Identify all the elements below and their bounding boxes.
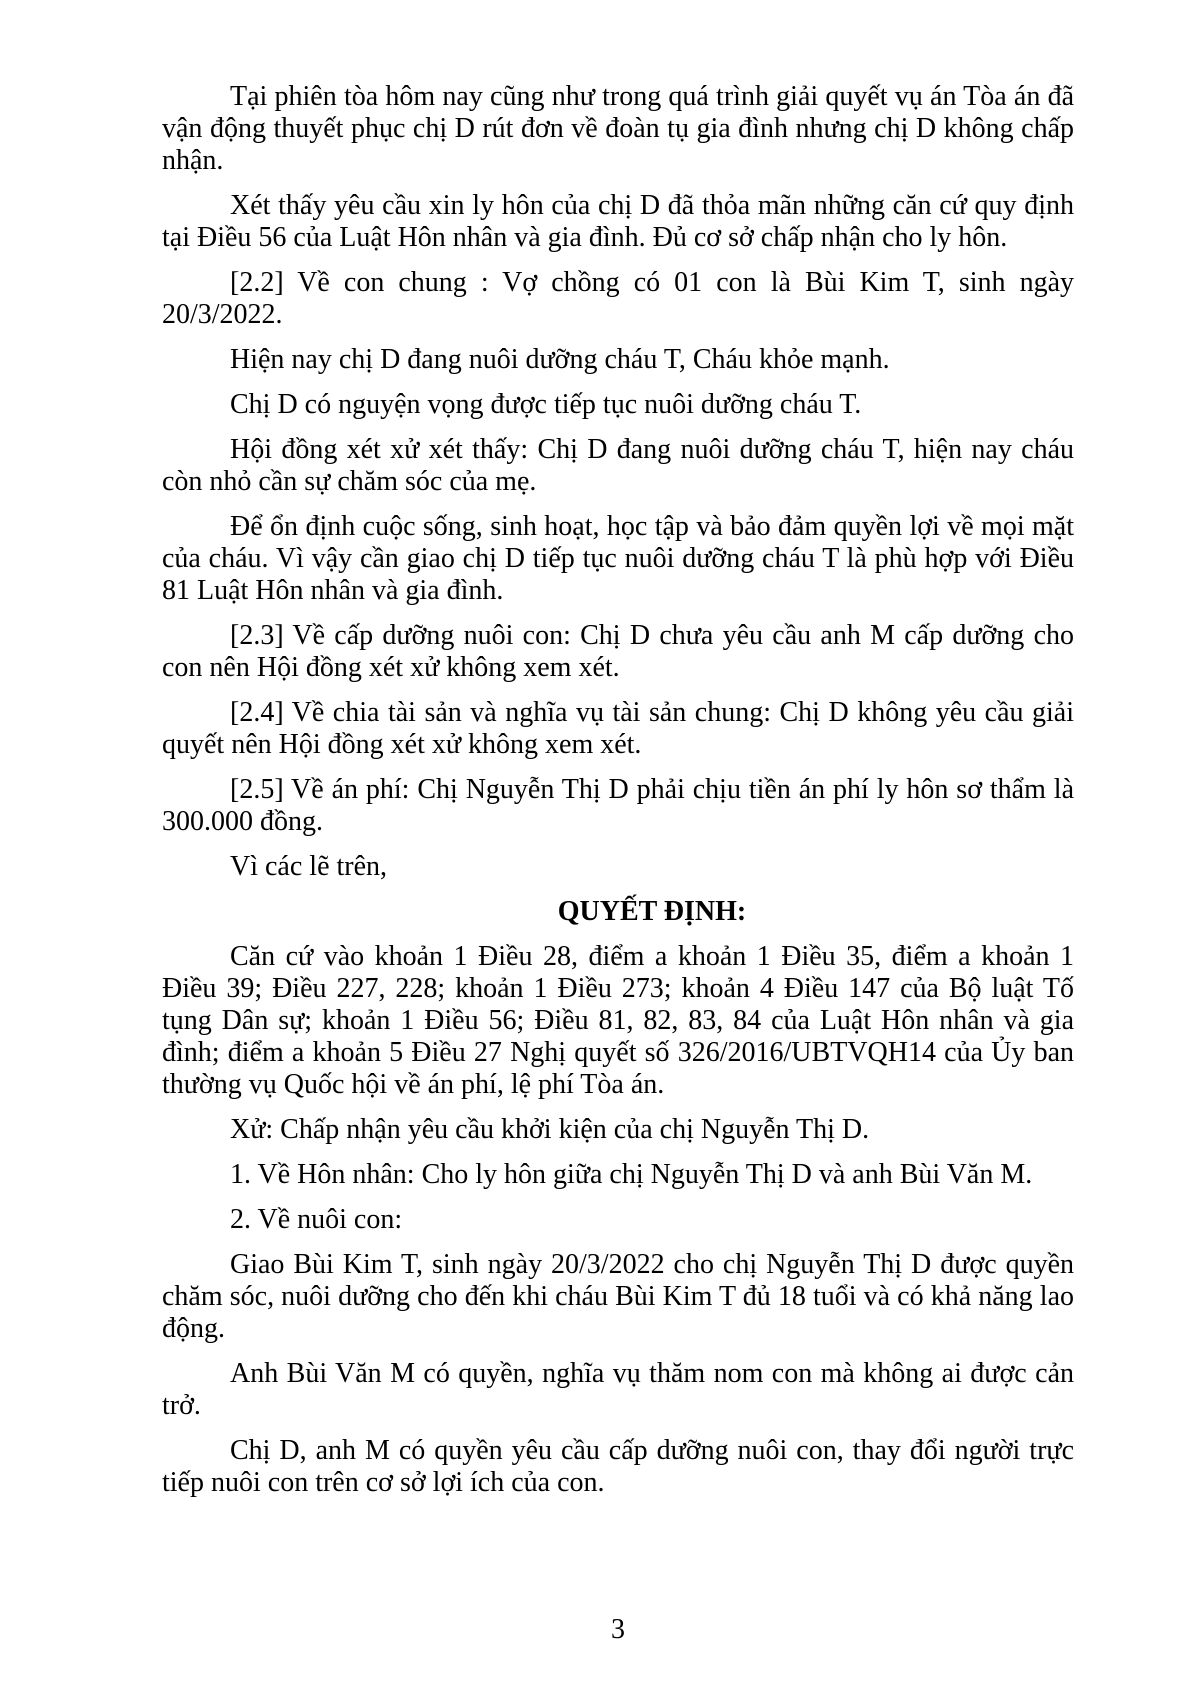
paragraph-2-4-property: [2.4] Về chia tài sản và nghĩa vụ tài sản chung: Chị D không yêu cầu giải quyết nên Hội đồng xét xử không xem xét.	[162, 697, 1074, 760]
paragraph-ruling-1-marriage: 1. Về Hôn nhân: Cho ly hôn giữa chị Nguyễn Thị D và anh Bùi Văn M.	[230, 1159, 1033, 1190]
paragraph-ruling-accept-claim: Xử: Chấp nhận yêu cầu khởi kiện của chị Nguyễn Thị D.	[230, 1114, 870, 1145]
paragraph-ruling-custody-award: Giao Bùi Kim T, sinh ngày 20/3/2022 cho chị Nguyễn Thị D được quyền chăm sóc, nuôi dưỡng cho đến khi cháu Bùi Kim T đủ 18 tuổi và có khả năng lao động.	[162, 1249, 1074, 1344]
paragraph-legal-basis: Căn cứ vào khoản 1 Điều 28, điểm a khoản 1 Điều 35, điểm a khoản 1 Điều 39; Điều 227, 228; khoản 1 Điều 273; khoản 4 Điều 147 của Bộ luật Tố tụng Dân sự; khoản 1 Điều 56; Điều 81, 82, 83, 84 của Luật Hôn nhân và gia đình; điểm a khoản 5 Điều 27 Nghị quyết số 326/2016/UBTVQH14 của Ủy ban thường vụ Quốc hội về án phí, lệ phí Tòa án.	[162, 941, 1074, 1100]
paragraph-2-3-child-support: [2.3] Về cấp dưỡng nuôi con: Chị D chưa yêu cầu anh M cấp dưỡng cho con nên Hội đồng xét xử không xem xét.	[162, 620, 1074, 683]
paragraph-mother-wish: Chị D có nguyện vọng được tiếp tục nuôi dưỡng cháu T.	[230, 389, 862, 420]
paragraph-panel-finding: Hội đồng xét xử xét thấy: Chị D đang nuôi dưỡng cháu T, hiện nay cháu còn nhỏ cần sự chăm sóc của mẹ.	[162, 434, 1074, 497]
paragraph-2-5-court-fee: [2.5] Về án phí: Chị Nguyễn Thị D phải chịu tiền án phí ly hôn sơ thẩm là 300.000 đồng.	[162, 774, 1074, 837]
paragraph-ruling-visitation: Anh Bùi Văn M có quyền, nghĩa vụ thăm nom con mà không ai được cản trở.	[162, 1358, 1074, 1421]
page-number: 3	[611, 1614, 625, 1645]
paragraph-court-persuasion: Tại phiên tòa hôm nay cũng như trong quá trình giải quyết vụ án Tòa án đã vận động thuyết phục chị D rút đơn về đoàn tụ gia đình nhưng chị D không chấp nhận.	[162, 81, 1074, 176]
paragraph-2-2-common-child: [2.2] Về con chung : Vợ chồng có 01 con là Bùi Kim T, sinh ngày 20/3/2022.	[162, 267, 1074, 330]
judgment-body	[162, 81, 1074, 1512]
paragraph-child-health: Hiện nay chị D đang nuôi dưỡng cháu T, Cháu khỏe mạnh.	[230, 344, 890, 375]
paragraph-ruling-support-change: Chị D, anh M có quyền yêu cầu cấp dưỡng nuôi con, thay đổi người trực tiếp nuôi con trên cơ sở lợi ích của con.	[162, 1435, 1074, 1498]
paragraph-ruling-2-custody: 2. Về nuôi con:	[230, 1204, 403, 1235]
paragraph-divorce-grounds: Xét thấy yêu cầu xin ly hôn của chị D đã thỏa mãn những căn cứ quy định tại Điều 56 của Luật Hôn nhân và gia đình. Đủ cơ sở chấp nhận cho ly hôn.	[162, 190, 1074, 253]
paragraph-child-custody-reasoning: Để ổn định cuộc sống, sinh hoạt, học tập và bảo đảm quyền lợi về mọi mặt của cháu. Vì vậy cần giao chị D tiếp tục nuôi dưỡng cháu T là phù hợp với Điều 81 Luật Hôn nhân và gia đình.	[162, 511, 1074, 606]
decision-heading: QUYẾT ĐỊNH:	[557, 896, 747, 927]
paragraph-for-these-reasons: Vì các lẽ trên,	[230, 851, 388, 882]
